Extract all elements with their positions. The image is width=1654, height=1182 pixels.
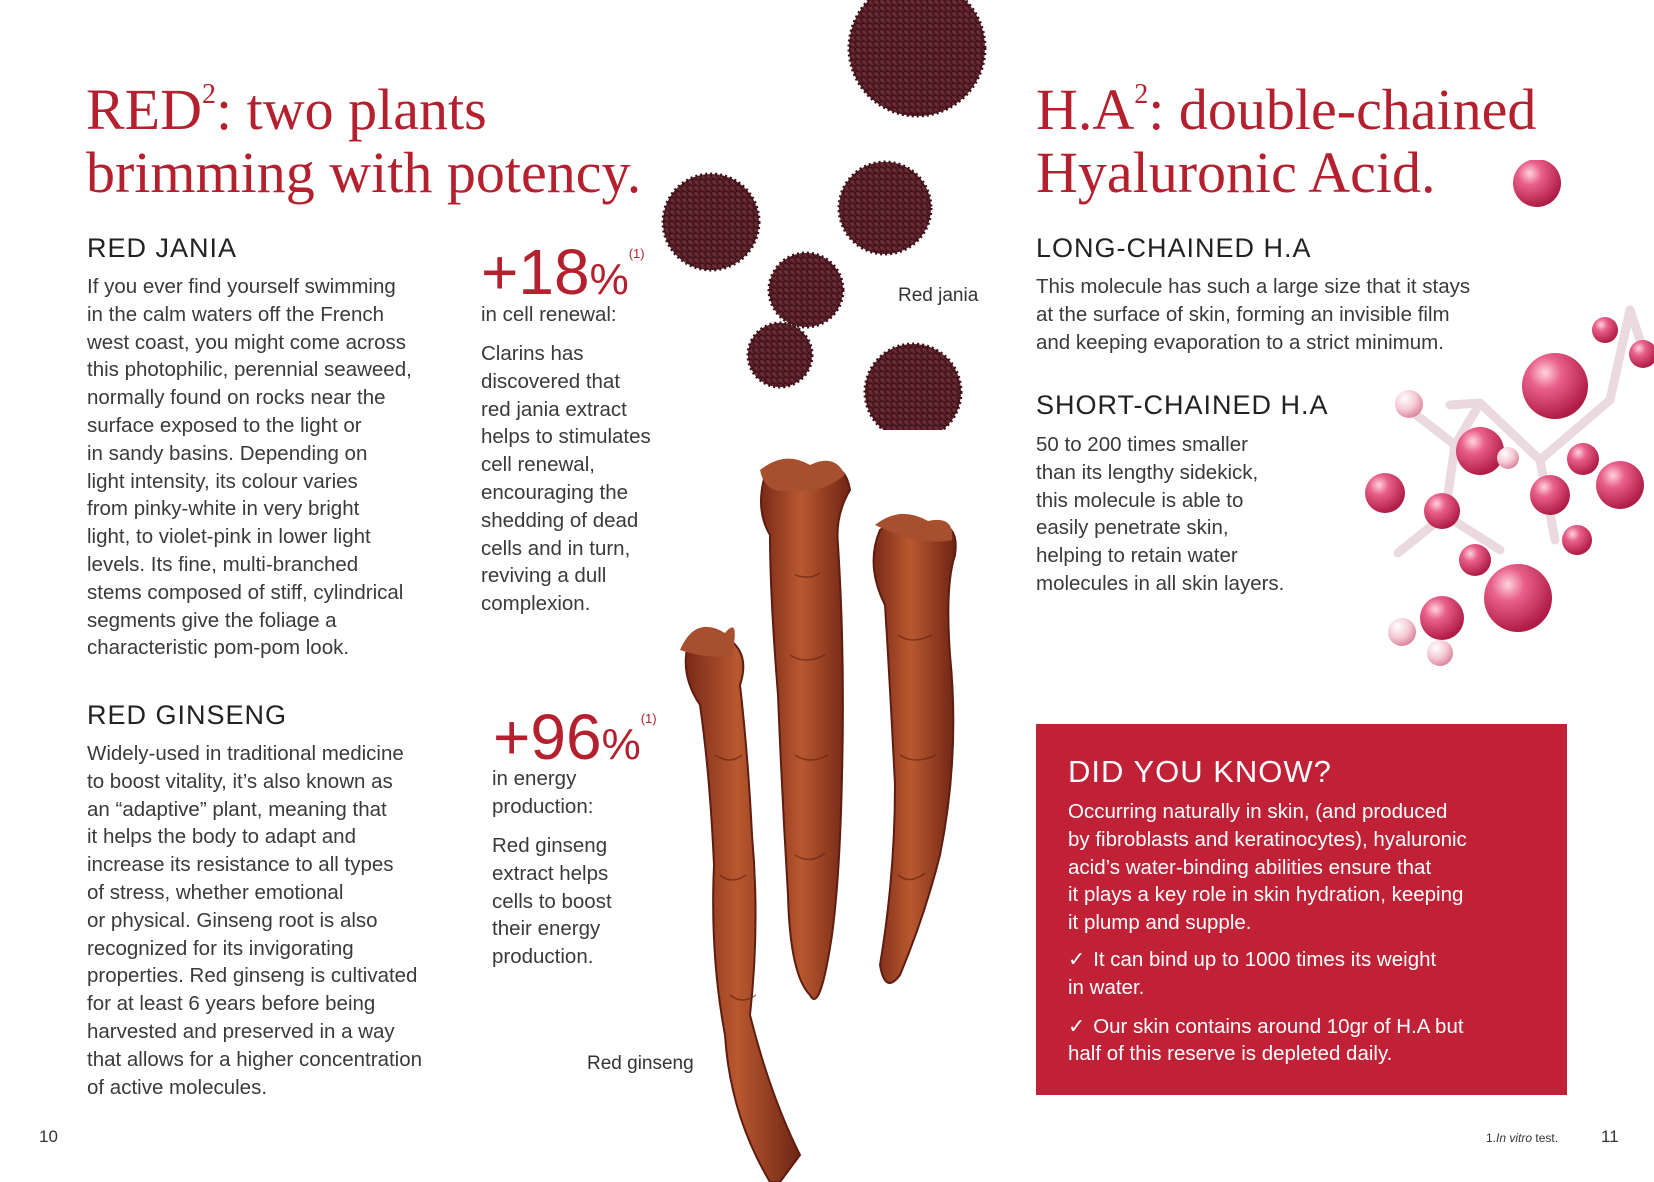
stat-energy-description xyxy=(492,832,692,971)
stat-cell-renewal-percent: % xyxy=(589,255,629,304)
did-you-know-box xyxy=(1036,724,1567,1095)
body-line: molecules in all skin layers. xyxy=(1036,571,1285,595)
fact-text: half of this reserve is depleted daily. xyxy=(1068,1042,1393,1066)
did-you-know-heading: DID YOU KNOW? xyxy=(1068,754,1332,789)
red-ginseng-heading: RED GINSENG xyxy=(87,700,288,730)
stat-label-line: production: xyxy=(492,794,594,818)
red-ginseng-caption: Red ginseng xyxy=(587,1053,694,1074)
did-you-know-fact xyxy=(1068,1013,1548,1069)
body-line: that allows for a higher concentration xyxy=(87,1047,423,1071)
stat-desc-line: cell renewal, xyxy=(481,453,595,477)
body-line: west coast, you might come across xyxy=(87,330,407,354)
body-line: levels. Its fine, multi-branched xyxy=(87,552,359,576)
stat-cell-renewal-label: in cell renewal: xyxy=(481,303,617,326)
footnote xyxy=(1486,1131,1558,1145)
body-line: Widely-used in traditional medicine xyxy=(87,742,404,765)
stat-desc-line: red jania extract xyxy=(481,397,627,421)
title-ha: H.A xyxy=(1036,77,1135,142)
body-line: in the calm waters off the French xyxy=(87,302,385,326)
body-line: at the surface of skin, forming an invisible film xyxy=(1036,302,1450,326)
did-you-know-line: it plays a key role in skin hydration, keeping xyxy=(1068,883,1464,907)
stat-desc-line: Red ginseng xyxy=(492,834,608,857)
stat-cell-renewal-number: +18 xyxy=(481,236,590,308)
body-line: from pinky-white in very bright xyxy=(87,497,360,521)
body-line: harvested and preserved in a way xyxy=(87,1019,395,1043)
ginseng-root-right xyxy=(874,519,956,983)
ginseng-root-center xyxy=(761,464,850,999)
page-number-left: 10 xyxy=(39,1127,58,1146)
fact-text: in water. xyxy=(1068,975,1145,999)
body-line: recognized for its invigorating xyxy=(87,936,354,960)
stat-desc-line: cells to boost xyxy=(492,889,612,913)
body-line: in sandy basins. Depending on xyxy=(87,441,368,465)
jania-pompom xyxy=(839,162,931,254)
title-red-superscript: 2 xyxy=(202,79,216,110)
body-line: light intensity, its colour varies xyxy=(87,469,358,493)
body-line: increase its resistance to all types xyxy=(87,853,394,877)
body-line: an “adaptive” plant, meaning that xyxy=(87,797,387,821)
did-you-know-line: acid’s water-binding abilities ensure that xyxy=(1068,855,1432,879)
stat-desc-line: shedding of dead xyxy=(481,508,639,532)
red-jania-caption: Red jania xyxy=(898,285,979,306)
did-you-know-line: by fibroblasts and keratinocytes), hyaluronic xyxy=(1068,827,1467,851)
body-line: segments give the foliage a xyxy=(87,608,337,632)
title-red: RED xyxy=(86,77,202,142)
stat-desc-line: discovered that xyxy=(481,369,621,393)
red-jania-description xyxy=(87,273,487,662)
body-line: characteristic pom-pom look. xyxy=(87,636,350,660)
body-line: of active molecules. xyxy=(87,1075,268,1099)
jania-pompom xyxy=(865,344,961,430)
did-you-know-facts xyxy=(1068,946,1548,1079)
fact-text: It can bind up to 1000 times its weight xyxy=(1093,948,1437,971)
red-ginseng-illustration xyxy=(670,455,1010,1182)
did-you-know-line: Occurring naturally in skin, (and produced xyxy=(1068,800,1448,823)
red-jania-heading: RED JANIA xyxy=(87,233,238,263)
stat-desc-line: reviving a dull xyxy=(481,564,607,588)
body-line: helping to retain water xyxy=(1036,544,1238,568)
stat-desc-line: helps to stimulates xyxy=(481,425,651,449)
body-line: stems composed of stiff, cylindrical xyxy=(87,580,404,604)
body-line: this photophilic, perennial seaweed, xyxy=(87,358,412,382)
stat-desc-line: their energy xyxy=(492,917,601,941)
title-ha-rest: : double-chained xyxy=(1148,77,1537,142)
body-line: properties. Red ginseng is cultivated xyxy=(87,964,418,988)
body-line: surface exposed to the light or xyxy=(87,413,362,437)
stat-energy-footnote-ref: (1) xyxy=(640,711,657,726)
fact-line xyxy=(1068,946,1548,974)
stat-desc-line: Clarins has xyxy=(481,342,584,365)
body-line: or physical. Ginseng root is also xyxy=(87,908,378,932)
stat-energy-percent: % xyxy=(601,720,641,769)
did-you-know-paragraph xyxy=(1068,798,1548,937)
hyaluronic-acid-molecule-illustration xyxy=(1330,160,1654,680)
body-line: it helps the body to adapt and xyxy=(87,825,356,849)
stat-energy-number: +96 xyxy=(493,701,602,773)
did-you-know-fact xyxy=(1068,946,1548,1002)
fact-line xyxy=(1068,1013,1548,1041)
body-line: and keeping evaporation to a strict minimum. xyxy=(1036,330,1444,354)
red-jania-illustration xyxy=(640,0,1020,430)
jania-pompom xyxy=(663,174,759,270)
stat-desc-line: cells and in turn, xyxy=(481,536,631,560)
body-line: light, to violet-pink in lower light xyxy=(87,525,371,549)
body-line: of stress, whether emotional xyxy=(87,880,344,904)
checkmark-icon: ✓ xyxy=(1068,948,1086,971)
stat-desc-line: encouraging the xyxy=(481,480,629,504)
fact-line xyxy=(1068,974,1548,1002)
footnote-italic: In vitro xyxy=(1496,1131,1533,1145)
body-line: to boost vitality, it’s also known as xyxy=(87,769,393,793)
body-line: 50 to 200 times smaller xyxy=(1036,433,1248,456)
title-red-rest: : two plants xyxy=(216,77,487,142)
red-ginseng-description xyxy=(87,740,497,1101)
short-chained-heading: SHORT-CHAINED H.A xyxy=(1036,390,1329,420)
body-line: this molecule is able to xyxy=(1036,488,1244,512)
short-chained-description xyxy=(1036,431,1336,598)
footnote-text: test. xyxy=(1532,1131,1559,1145)
body-line: for at least 6 years before being xyxy=(87,992,376,1016)
stat-desc-line: complexion. xyxy=(481,592,591,616)
did-you-know-text xyxy=(1068,798,1548,937)
page-number-right: 11 xyxy=(1601,1127,1619,1146)
stat-label-line: in energy xyxy=(492,767,577,790)
left-page-title xyxy=(86,78,706,204)
long-chained-heading: LONG-CHAINED H.A xyxy=(1036,233,1312,263)
did-you-know-line: it plump and supple. xyxy=(1068,911,1252,935)
checkmark-icon: ✓ xyxy=(1068,1014,1086,1038)
body-line: than its lengthy sidekick, xyxy=(1036,460,1259,484)
body-line: If you ever find yourself swimming xyxy=(87,275,396,298)
title-ha-superscript: 2 xyxy=(1134,79,1149,110)
jania-pompom-large xyxy=(849,0,985,116)
fact-text: Our skin contains around 10gr of H.A but xyxy=(1093,1014,1464,1038)
jania-pompom xyxy=(769,253,843,327)
fact-line xyxy=(1068,1040,1548,1068)
stat-cell-renewal-footnote-ref: (1) xyxy=(628,246,645,261)
stat-energy-label xyxy=(492,765,692,821)
footnote-number: 1. xyxy=(1486,1131,1497,1145)
body-line: easily penetrate skin, xyxy=(1036,516,1229,540)
stat-desc-line: extract helps xyxy=(492,861,609,885)
body-line: normally found on rocks near the xyxy=(87,386,386,410)
body-line: This molecule has such a large size that it stays xyxy=(1036,275,1471,298)
stat-desc-line: production. xyxy=(492,945,594,969)
jania-pompom xyxy=(748,323,812,387)
title-red-line-2: brimming with potency. xyxy=(86,140,642,205)
title-ha-line-2: Hyaluronic Acid. xyxy=(1036,140,1436,205)
